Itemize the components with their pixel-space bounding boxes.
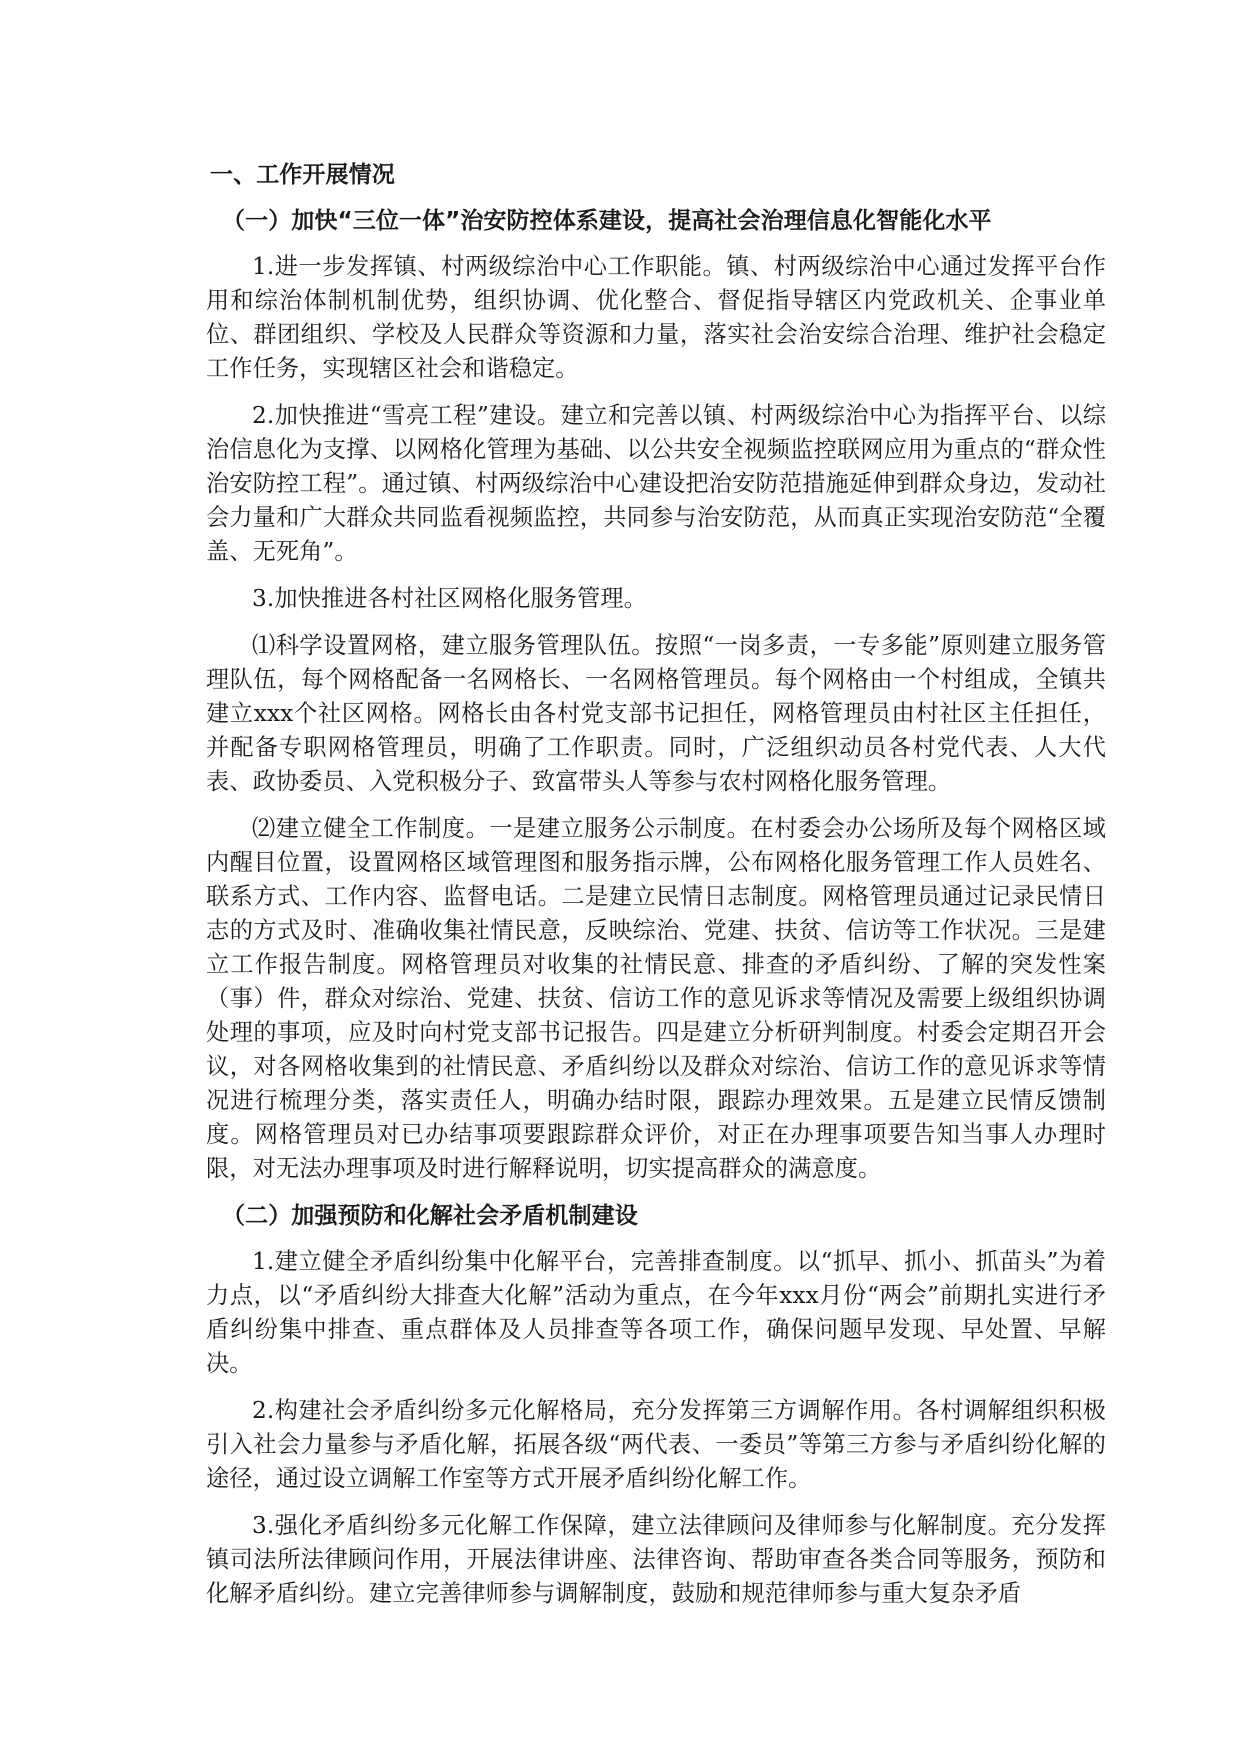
- paragraph: ⑴科学设置网格，建立服务管理队伍。按照“一岗多责，一专多能”原则建立服务管理队伍，每个网格配备一名网格长、一名网格管理员。每个网格由一个村组成，全镇共建立xxx个社区网格。网格长由各村党支部书记担任，网格管理员由村社区主任担任，并配备专职网格管理员，明确了工作职责。同时，广泛组织动员各村党代表、人大代表、政协委员、入党积极分子、致富带头人等参与农村网格化服务管理。: [206, 632, 1106, 795]
- paragraph: 3.强化矛盾纠纷多元化解工作保障，建立法律顾问及律师参与化解制度。充分发挥镇司法所法律顾问作用，开展法律讲座、法律咨询、帮助审查各类合同等服务，预防和化解矛盾纠纷。建立完善律师参与调解制度，鼓励和规范律师参与重大复杂矛盾: [206, 1512, 1106, 1607]
- paragraph: 3.加快推进各村社区网格化服务管理。: [252, 585, 647, 612]
- document-body: [206, 158, 1106, 1611]
- paragraph: 2.加快推进“雪亮工程”建设。建立和完善以镇、村两级综治中心为指挥平台、以综治信息化为支撑、以网格化管理为基础、以公共安全视频监控联网应用为重点的“群众性治安防控工程”。通过镇、村两级综治中心建设把治安防范措施延伸到群众身边，发动社会力量和广大群众共同监看视频监控，共同参与治安防范，从而真正实现治安防范“全覆盖、无死角”。: [206, 402, 1106, 565]
- heading-work-progress: 一、工作开展情况: [210, 162, 395, 188]
- paragraph: 2.构建社会矛盾纠纷多元化解格局，充分发挥第三方调解作用。各村调解组织积极引入社会力量参与矛盾化解，拓展各级“两代表、一委员”等第三方参与矛盾纠纷化解的途径，通过设立调解工作室等方式开展矛盾纠纷化解工作。: [206, 1397, 1106, 1492]
- section-1-title: （一）加快“三位一体”治安防控体系建设，提高社会治理信息化智能化水平: [222, 208, 992, 234]
- paragraph: 1.进一步发挥镇、村两级综治中心工作职能。镇、村两级综治中心通过发挥平台作用和综治体制机制优势，组织协调、优化整合、督促指导辖区内党政机关、企事业单位、群团组织、学校及人民群众等资源和力量，落实社会治安综合治理、维护社会稳定工作任务，实现辖区社会和谐稳定。: [206, 253, 1106, 382]
- paragraph: 1.建立健全矛盾纠纷集中化解平台，完善排查制度。以“抓早、抓小、抓苗头”为着力点，以“矛盾纠纷大排查大化解”活动为重点，在今年xxx月份“两会”前期扎实进行矛盾纠纷集中排查、重点群体及人员排查等各项工作，确保问题早发现、早处置、早解决。: [206, 1248, 1106, 1377]
- paragraph: ⑵建立健全工作制度。一是建立服务公示制度。在村委会办公场所及每个网格区域内醒目位置，设置网格区域管理图和服务指示牌，公布网格化服务管理工作人员姓名、联系方式、工作内容、监督电话。二是建立民情日志制度。网格管理员通过记录民情日志的方式及时、准确收集社情民意，反映综治、党建、扶贫、信访等工作状况。三是建立工作报告制度。网格管理员对收集的社情民意、排查的矛盾纠纷、了解的突发性案（事）件，群众对综治、党建、扶贫、信访工作的意见诉求等情况及需要上级组织协调处理的事项，应及时向村党支部书记报告。四是建立分析研判制度。村委会定期召开会议，对各网格收集到的社情民意、矛盾纠纷以及群众对综治、信访工作的意见诉求等情况进行梳理分类，落实责任人，明确办结时限，跟踪办理效果。五是建立民情反馈制度。网格管理员对已办结事项要跟踪群众评价，对正在办理事项要告知当事人办理时限，对无法办理事项及时进行解释说明，切实提高群众的满意度。: [206, 815, 1106, 1182]
- section-2-title: （二）加强预防和化解社会矛盾机制建设: [222, 1203, 638, 1229]
